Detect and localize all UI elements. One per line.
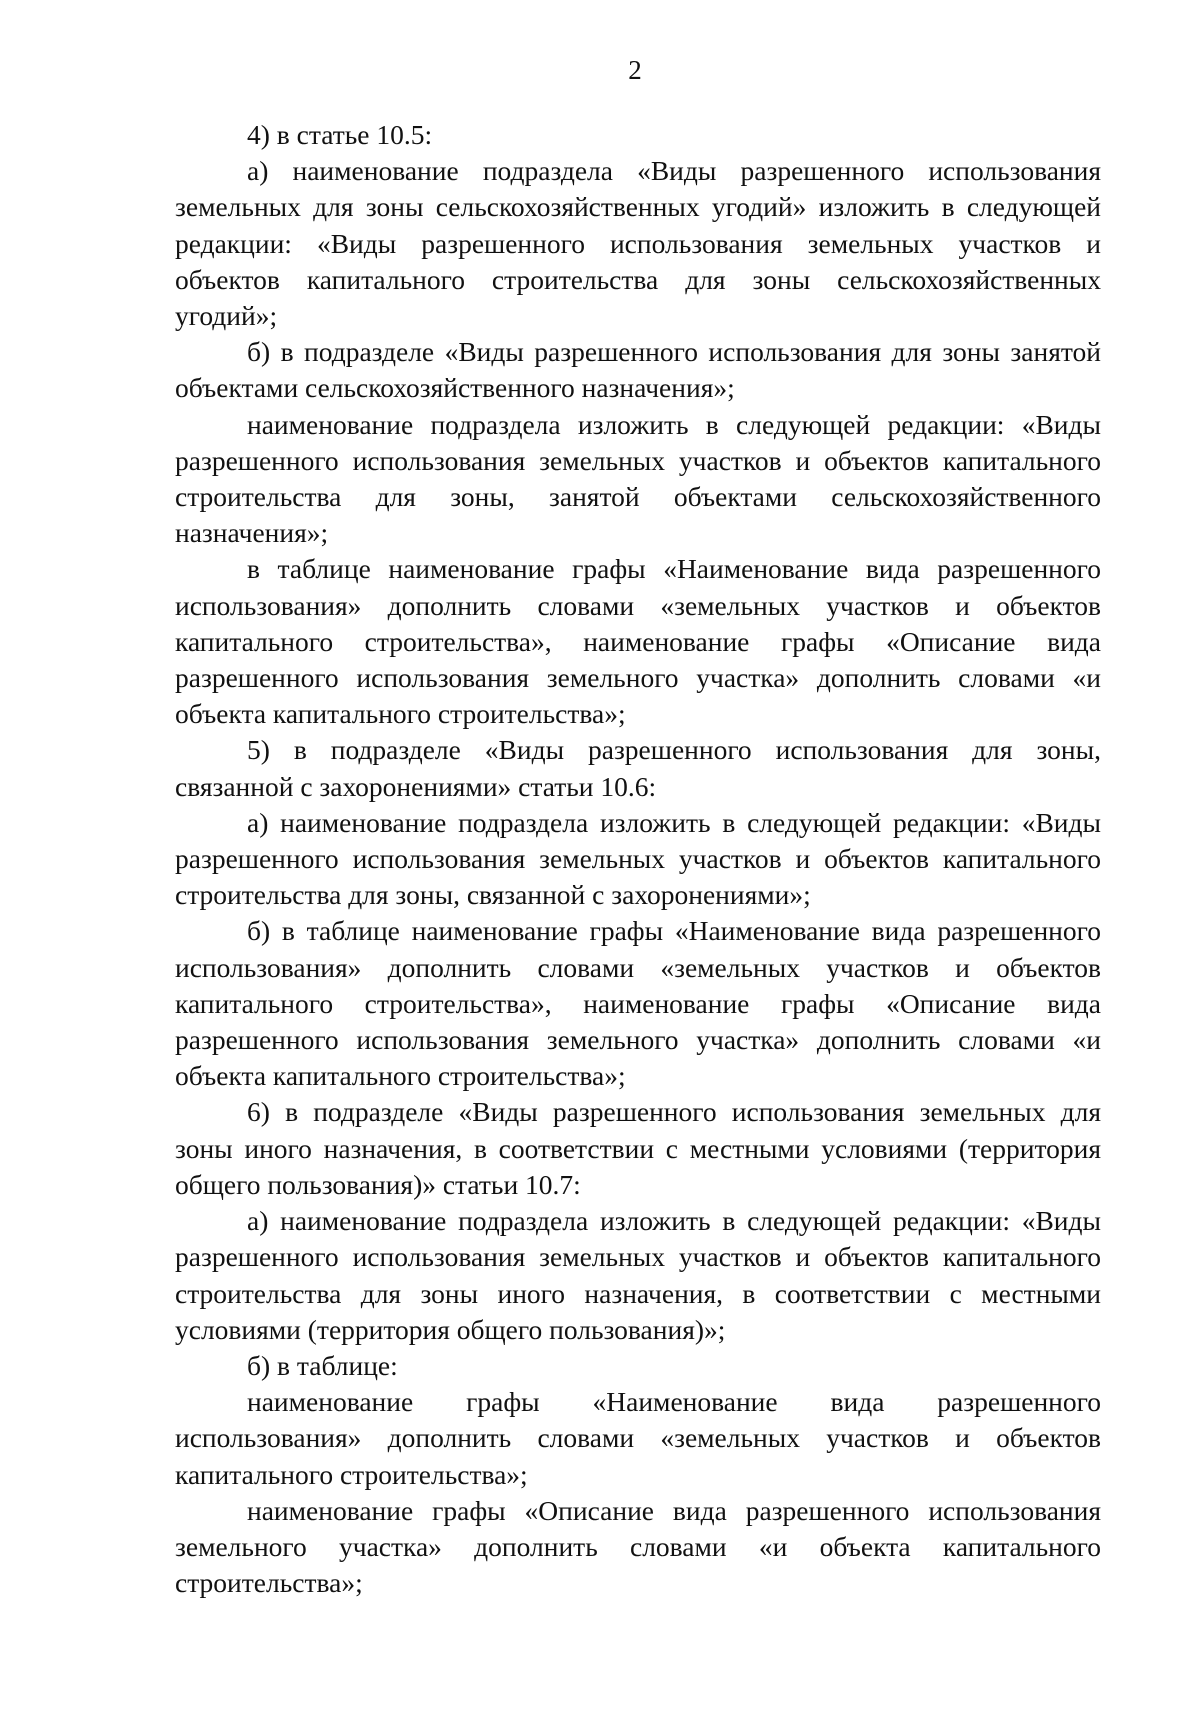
paragraph-10-5-b-title: наименование подраздела изложить в следующей редакции: «Виды разрешенного использования земельных участков и объектов капитального строительства для зоны, занятой объектами сельскохозяйственного назначения»; [175, 408, 1101, 549]
paragraph-10-6-b: б) в таблице наименование графы «Наименование вида разрешенного использования» дополнить словами «земельных участков и объектов капитального строительства», наименование графы «Описание вида разрешенного использования земельного участка» дополнить словами «и объекта капитального строительства»; [175, 915, 1101, 1092]
paragraph-article-10-6: 5) в подразделе «Виды разрешенного использования для зоны, связанной с захоронениями» статьи 10.6: [175, 734, 1101, 802]
paragraph-10-7-b-column-1: наименование графы «Наименование вида разрешенного использования» дополнить словами «земельных участков и объектов капитального строительства»; [175, 1386, 1101, 1490]
paragraph-10-5-b-table: в таблице наименование графы «Наименование вида разрешенного использования» дополнить словами «земельных участков и объектов капитального строительства», наименование графы «Описание вида разрешенного использования земельного участка» дополнить словами «и объекта капитального строительства»; [175, 553, 1101, 730]
paragraph-10-6-a: а) наименование подраздела изложить в следующей редакции: «Виды разрешенного использования земельных участков и объектов капитального строительства для зоны, связанной с захоронениями»; [175, 806, 1101, 911]
paragraph-article-10-5: 4) в статье 10.5: [247, 119, 433, 150]
document-body [175, 117, 1101, 1601]
paragraph-10-5-a: а) наименование подраздела «Виды разрешенного использования земельных для зоны сельскохозяйственных угодий» изложить в следующей редакции: «Виды разрешенного использования земельных участков и объектов капитального строительства для зоны сельскохозяйственных угодий»; [175, 155, 1101, 332]
paragraph-10-7-b: б) в таблице: [247, 1349, 398, 1381]
page-number: 2 [628, 55, 642, 85]
paragraph-10-7-a: а) наименование подраздела изложить в следующей редакции: «Виды разрешенного использования земельных участков и объектов капитального строительства для зоны иного назначения, в соответствии с местными условиями (территория общего пользования)»; [175, 1205, 1101, 1345]
paragraph-10-5-b: б) в подразделе «Виды разрешенного использования для зоны занятой объектами сельскохозяйственного назначения»; [175, 336, 1101, 404]
paragraph-10-7-b-column-2: наименование графы «Описание вида разрешенного использования земельного участка» дополнить словами «и объекта капитального строительства»; [175, 1494, 1101, 1599]
paragraph-article-10-7: 6) в подразделе «Виды разрешенного использования земельных для зоны иного назначения, в соответствии с местными условиями (территория общего пользования)» статьи 10.7: [175, 1096, 1101, 1200]
